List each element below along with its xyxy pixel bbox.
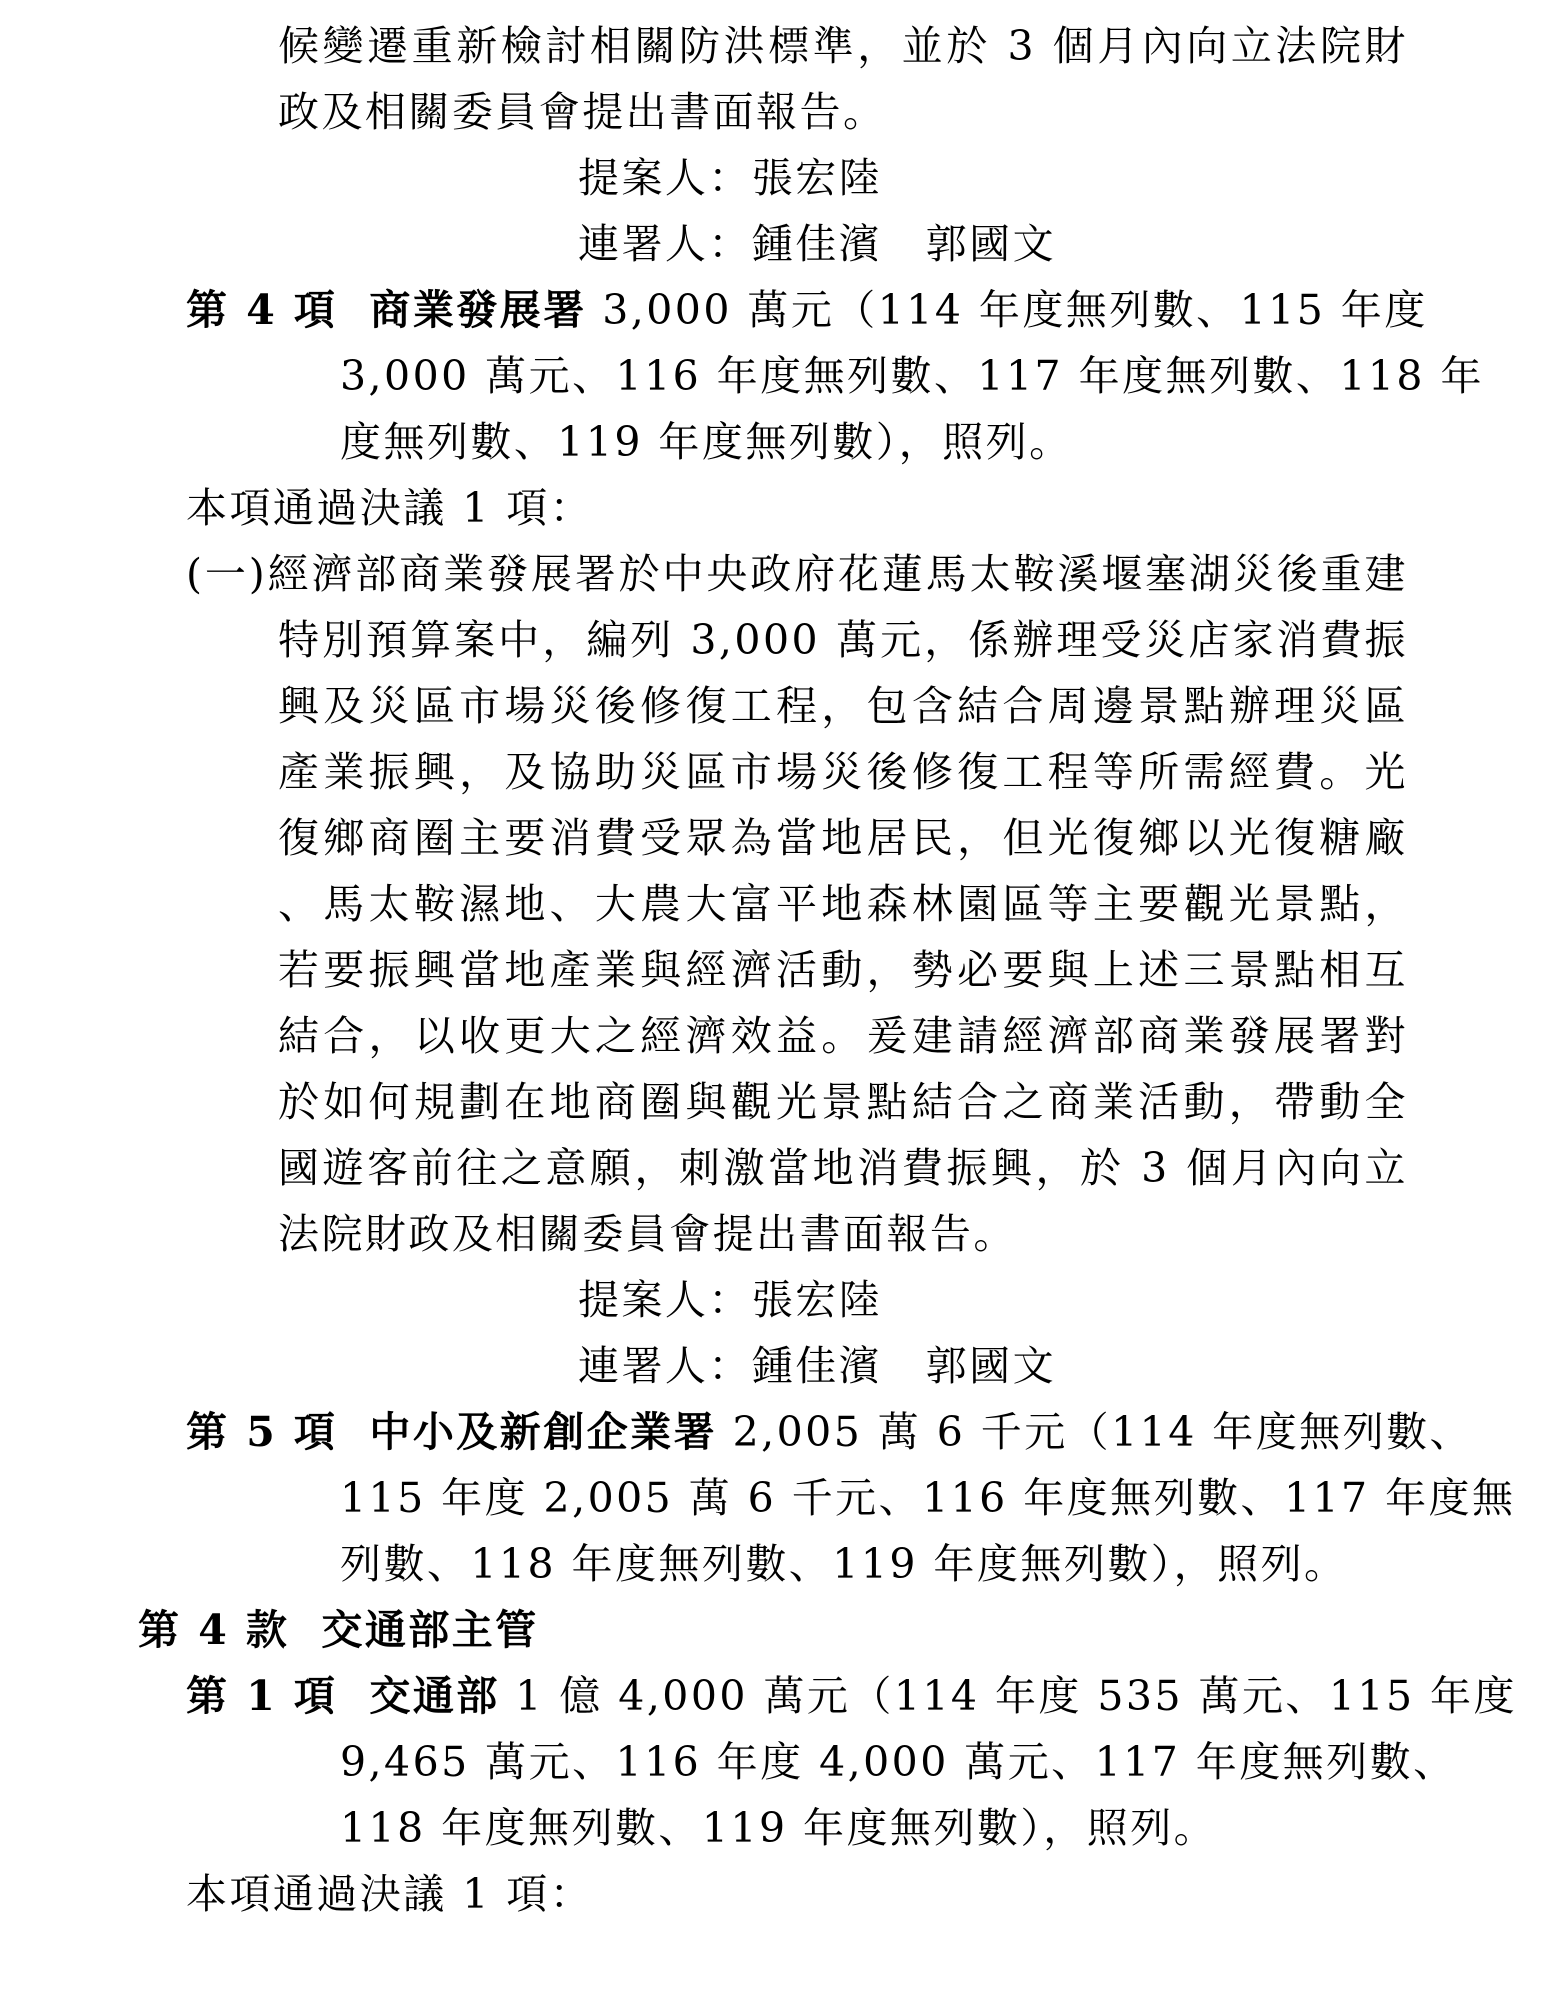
section-heading bbox=[138, 1600, 539, 1660]
item-heading bbox=[186, 1402, 1474, 1462]
item-agency: 中小及新創企業署 bbox=[369, 1408, 718, 1456]
resolution-line: 於如何規劃在地商圈與觀光景點結合之商業活動，帶動全 bbox=[278, 1078, 1408, 1126]
cosigner-line: 連署人：鍾佳濱 郭國文 bbox=[578, 220, 1057, 268]
item-label: 第 1 項 bbox=[186, 1672, 338, 1720]
item-heading bbox=[186, 280, 1428, 340]
resolution-line: 結合，以收更大之經濟效益。爰建請經濟部商業發展署對 bbox=[278, 1012, 1408, 1060]
resolution-line: (一)經濟部商業發展署於中央政府花蓮馬太鞍溪堰塞湖災後重建 bbox=[186, 550, 1408, 598]
resolution-header: 本項通過決議 1 項： bbox=[186, 1870, 594, 1918]
resolution-line: 復鄉商圈主要消費受眾為當地居民，但光復鄉以光復糖廠 bbox=[278, 814, 1408, 862]
text-line: 政及相關委員會提出書面報告。 bbox=[278, 88, 887, 136]
item-label: 第 4 項 bbox=[186, 286, 338, 334]
section-title: 交通部主管 bbox=[321, 1606, 539, 1654]
text-line: 115 年度 2,005 萬 6 千元、116 年度無列數、117 年度無 bbox=[340, 1474, 1516, 1522]
cosigner-line: 連署人：鍾佳濱 郭國文 bbox=[578, 1342, 1057, 1390]
text-line: 118 年度無列數、119 年度無列數），照列。 bbox=[340, 1804, 1218, 1852]
resolution-line: 若要振興當地產業與經濟活動，勢必要與上述三景點相互 bbox=[278, 946, 1408, 994]
resolution-line: 特別預算案中，編列 3,000 萬元，係辦理受災店家消費振 bbox=[278, 616, 1408, 664]
item-heading bbox=[186, 1666, 1517, 1726]
resolution-line: 國遊客前往之意願，刺激當地消費振興，於 3 個月內向立 bbox=[278, 1144, 1408, 1192]
item-agency: 交通部 bbox=[369, 1672, 500, 1720]
resolution-line: 產業振興，及協助災區市場災後修復工程等所需經費。光 bbox=[278, 748, 1408, 796]
section-label: 第 4 款 bbox=[138, 1606, 290, 1654]
proposer-line: 提案人：張宏陸 bbox=[578, 1276, 883, 1324]
text-line: 3,000 萬元、116 年度無列數、117 年度無列數、118 年 bbox=[340, 352, 1484, 400]
resolution-line: 興及災區市場災後修復工程，包含結合周邊景點辦理災區 bbox=[278, 682, 1408, 730]
item-amount: 3,000 萬元（114 年度無列數、115 年度 bbox=[602, 286, 1428, 334]
resolution-header: 本項通過決議 1 項： bbox=[186, 484, 594, 532]
item-amount: 1 億 4,000 萬元（114 年度 535 萬元、115 年度 bbox=[515, 1672, 1517, 1720]
item-label: 第 5 項 bbox=[186, 1408, 338, 1456]
proposer-line: 提案人：張宏陸 bbox=[578, 154, 883, 202]
item-agency: 商業發展署 bbox=[369, 286, 587, 334]
resolution-line: 、馬太鞍濕地、大農大富平地森林園區等主要觀光景點， bbox=[278, 880, 1408, 928]
text-line: 候變遷重新檢討相關防洪標準，並於 3 個月內向立法院財 bbox=[278, 22, 1408, 70]
text-line: 列數、118 年度無列數、119 年度無列數），照列。 bbox=[340, 1540, 1348, 1588]
text-line: 度無列數、119 年度無列數），照列。 bbox=[340, 418, 1073, 466]
resolution-line: 法院財政及相關委員會提出書面報告。 bbox=[278, 1210, 1017, 1258]
text-line: 9,465 萬元、116 年度 4,000 萬元、117 年度無列數、 bbox=[340, 1738, 1457, 1786]
item-amount: 2,005 萬 6 千元（114 年度無列數、 bbox=[732, 1408, 1474, 1456]
